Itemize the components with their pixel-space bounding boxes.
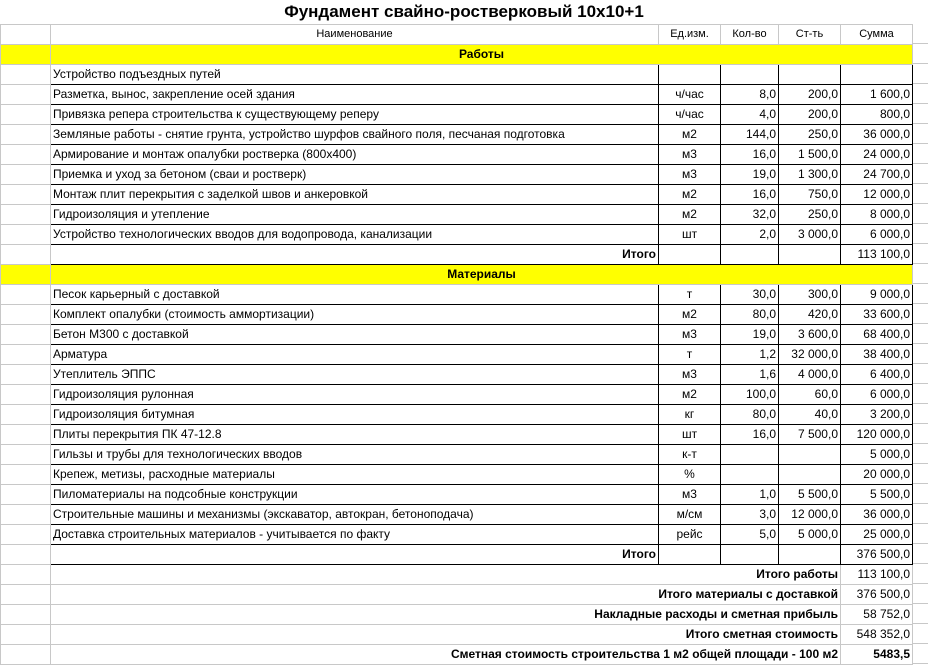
- item-sum: 6 000,0: [841, 385, 913, 405]
- row-header-cell: [1, 405, 51, 425]
- item-name: Гидроизоляция и утепление: [51, 205, 659, 225]
- item-price: 3 000,0: [779, 225, 841, 245]
- header-unit: Ед.изм.: [659, 25, 721, 45]
- empty-cell: [779, 245, 841, 265]
- empty-cell: [721, 245, 779, 265]
- item-sum: 12 000,0: [841, 185, 913, 205]
- item-unit: м/см: [659, 505, 721, 525]
- header-qty: Кол-во: [721, 25, 779, 45]
- item-sum: 9 000,0: [841, 285, 913, 305]
- item-sum: 68 400,0: [841, 325, 913, 345]
- item-unit: рейс: [659, 525, 721, 545]
- row-header-cell: [1, 645, 51, 665]
- row-header-cell: [1, 225, 51, 245]
- header-row: [1, 25, 913, 45]
- item-unit: т: [659, 345, 721, 365]
- item-price: [779, 65, 841, 85]
- row-header-cell: [1, 425, 51, 445]
- item-sum: 8 000,0: [841, 205, 913, 225]
- item-qty: 80,0: [721, 405, 779, 425]
- summary-value: 5483,5: [841, 645, 913, 665]
- row-header-cell: [1, 605, 51, 625]
- table-row: [1, 365, 913, 385]
- header-price: Ст-ть: [779, 25, 841, 45]
- item-qty: 4,0: [721, 105, 779, 125]
- row-header-cell: [1, 85, 51, 105]
- row-header-cell: [1, 345, 51, 365]
- summary-row: [1, 605, 913, 625]
- item-price: 4 000,0: [779, 365, 841, 385]
- item-price: 200,0: [779, 105, 841, 125]
- item-name: Гильзы и трубы для технологических вводов: [51, 445, 659, 465]
- item-price: 12 000,0: [779, 505, 841, 525]
- header-name: Наименование: [51, 25, 659, 45]
- table-row: [1, 305, 913, 325]
- item-name: Бетон М300 с доставкой: [51, 325, 659, 345]
- item-name: Монтаж плит перекрытия с заделкой швов и анкеровкой: [51, 185, 659, 205]
- row-header-cell: [1, 145, 51, 165]
- item-price: 5 500,0: [779, 485, 841, 505]
- row-header-cell: [1, 585, 51, 605]
- item-price: 420,0: [779, 305, 841, 325]
- row-header-cell: [1, 185, 51, 205]
- table-row: [1, 485, 913, 505]
- item-unit: м3: [659, 485, 721, 505]
- row-header-cell: [1, 385, 51, 405]
- item-qty: 80,0: [721, 305, 779, 325]
- row-header-cell: [1, 545, 51, 565]
- item-price: 300,0: [779, 285, 841, 305]
- item-name: Армирование и монтаж опалубки ростверка (800х400): [51, 145, 659, 165]
- estimate-table: [0, 24, 913, 665]
- table-row: [1, 385, 913, 405]
- summary-value: 376 500,0: [841, 585, 913, 605]
- item-name: Крепеж, метизы, расходные материалы: [51, 465, 659, 485]
- summary-row: [1, 645, 913, 665]
- item-sum: 3 200,0: [841, 405, 913, 425]
- item-sum: 25 000,0: [841, 525, 913, 545]
- table-row: [1, 145, 913, 165]
- item-name: Гидроизоляция рулонная: [51, 385, 659, 405]
- item-qty: 144,0: [721, 125, 779, 145]
- row-header-cell: [1, 625, 51, 645]
- item-qty: [721, 65, 779, 85]
- item-qty: 1,2: [721, 345, 779, 365]
- item-unit: шт: [659, 425, 721, 445]
- table-row: [1, 185, 913, 205]
- row-header-cell: [1, 265, 51, 285]
- table-row: [1, 65, 913, 85]
- summary-value: 548 352,0: [841, 625, 913, 645]
- empty-cell: [721, 545, 779, 565]
- item-name: Устройство подъездных путей: [51, 65, 659, 85]
- summary-row: [1, 585, 913, 605]
- item-name: Привязка репера строительства к существующему реперу: [51, 105, 659, 125]
- summary-label: Итого материалы с доставкой: [51, 585, 841, 605]
- item-price: 40,0: [779, 405, 841, 425]
- item-unit: м2: [659, 205, 721, 225]
- row-header-cell: [1, 105, 51, 125]
- item-price: 250,0: [779, 205, 841, 225]
- item-unit: м2: [659, 305, 721, 325]
- summary-label: Сметная стоимость строительства 1 м2 общей площади - 100 м2: [51, 645, 841, 665]
- item-name: Строительные машины и механизмы (экскаватор, автокран, бетоноподача): [51, 505, 659, 525]
- item-price: 3 600,0: [779, 325, 841, 345]
- row-header-cell: [1, 445, 51, 465]
- materials-section-label: Материалы: [51, 265, 913, 285]
- materials-total-label: Итого: [51, 545, 659, 565]
- row-header-cell: [1, 325, 51, 345]
- item-name: Земляные работы - снятие грунта, устройство шурфов свайного поля, песчаная подготовка: [51, 125, 659, 145]
- table-row: [1, 525, 913, 545]
- item-price: 1 500,0: [779, 145, 841, 165]
- works-total-row: [1, 245, 913, 265]
- item-sum: 24 700,0: [841, 165, 913, 185]
- row-header-cell: [1, 305, 51, 325]
- summary-label: Итого сметная стоимость: [51, 625, 841, 645]
- item-unit: м3: [659, 145, 721, 165]
- row-header-cell: [1, 465, 51, 485]
- item-price: 60,0: [779, 385, 841, 405]
- sheet-title: Фундамент свайно-ростверковый 10х10+1: [284, 2, 644, 21]
- item-unit: к-т: [659, 445, 721, 465]
- works-section-header: [1, 45, 913, 65]
- item-price: 1 300,0: [779, 165, 841, 185]
- item-sum: 24 000,0: [841, 145, 913, 165]
- item-name: Арматура: [51, 345, 659, 365]
- item-qty: 3,0: [721, 505, 779, 525]
- table-row: [1, 425, 913, 445]
- row-header-cell: [1, 205, 51, 225]
- item-sum: 1 600,0: [841, 85, 913, 105]
- item-unit: м2: [659, 185, 721, 205]
- row-header-cell: [1, 365, 51, 385]
- row-header-cell: [1, 45, 51, 65]
- row-header-cell: [1, 285, 51, 305]
- item-sum: 800,0: [841, 105, 913, 125]
- item-name: Гидроизоляция битумная: [51, 405, 659, 425]
- item-price: 750,0: [779, 185, 841, 205]
- summary-label: Итого работы: [51, 565, 841, 585]
- item-qty: 100,0: [721, 385, 779, 405]
- item-qty: 2,0: [721, 225, 779, 245]
- table-row: [1, 125, 913, 145]
- table-row: [1, 285, 913, 305]
- item-qty: [721, 465, 779, 485]
- row-header-cell: [1, 505, 51, 525]
- item-sum: 38 400,0: [841, 345, 913, 365]
- item-sum: 20 000,0: [841, 465, 913, 485]
- item-price: 250,0: [779, 125, 841, 145]
- summary-value: 113 100,0: [841, 565, 913, 585]
- item-unit: м3: [659, 365, 721, 385]
- item-name: Приемка и уход за бетоном (сваи и ростверк): [51, 165, 659, 185]
- table-row: [1, 465, 913, 485]
- materials-total-row: [1, 545, 913, 565]
- table-row: [1, 445, 913, 465]
- row-header-cell: [1, 125, 51, 145]
- summary-value: 58 752,0: [841, 605, 913, 625]
- item-qty: 8,0: [721, 85, 779, 105]
- item-qty: 16,0: [721, 185, 779, 205]
- row-header-cell: [1, 25, 51, 45]
- item-name: Доставка строительных материалов - учитывается по факту: [51, 525, 659, 545]
- works-total-value: 113 100,0: [841, 245, 913, 265]
- item-name: Устройство технологических вводов для водопровода, канализации: [51, 225, 659, 245]
- table-row: [1, 225, 913, 245]
- item-qty: 5,0: [721, 525, 779, 545]
- item-sum: 5 500,0: [841, 485, 913, 505]
- item-price: 7 500,0: [779, 425, 841, 445]
- item-unit: шт: [659, 225, 721, 245]
- item-price: 32 000,0: [779, 345, 841, 365]
- item-unit: [659, 65, 721, 85]
- summary-row: [1, 625, 913, 645]
- works-total-label: Итого: [51, 245, 659, 265]
- item-name: Плиты перекрытия ПК 47-12.8: [51, 425, 659, 445]
- item-unit: кг: [659, 405, 721, 425]
- row-header-cell: [1, 485, 51, 505]
- item-unit: %: [659, 465, 721, 485]
- item-unit: м2: [659, 125, 721, 145]
- row-header-cell: [1, 245, 51, 265]
- summary-row: [1, 565, 913, 585]
- row-header-cell: [1, 565, 51, 585]
- item-sum: 6 000,0: [841, 225, 913, 245]
- item-unit: м3: [659, 325, 721, 345]
- item-qty: 19,0: [721, 325, 779, 345]
- item-name: Комплект опалубки (стоимость аммортизации): [51, 305, 659, 325]
- item-unit: м2: [659, 385, 721, 405]
- row-header-cell: [1, 65, 51, 85]
- item-unit: ч/час: [659, 105, 721, 125]
- materials-section-header: [1, 265, 913, 285]
- item-qty: 30,0: [721, 285, 779, 305]
- row-header-cell: [1, 165, 51, 185]
- item-sum: 36 000,0: [841, 505, 913, 525]
- item-sum: 120 000,0: [841, 425, 913, 445]
- item-qty: 32,0: [721, 205, 779, 225]
- item-sum: 6 400,0: [841, 365, 913, 385]
- spreadsheet-grid-overflow: [912, 24, 928, 664]
- empty-cell: [659, 545, 721, 565]
- table-row: [1, 105, 913, 125]
- empty-cell: [659, 245, 721, 265]
- header-sum: Сумма: [841, 25, 913, 45]
- item-name: Разметка, вынос, закрепление осей здания: [51, 85, 659, 105]
- row-header-cell: [1, 525, 51, 545]
- table-row: [1, 85, 913, 105]
- item-sum: 36 000,0: [841, 125, 913, 145]
- item-name: Песок карьерный с доставкой: [51, 285, 659, 305]
- table-row: [1, 345, 913, 365]
- item-price: [779, 445, 841, 465]
- item-qty: 16,0: [721, 145, 779, 165]
- item-unit: м3: [659, 165, 721, 185]
- item-price: [779, 465, 841, 485]
- table-row: [1, 405, 913, 425]
- item-unit: ч/час: [659, 85, 721, 105]
- item-name: Пиломатериалы на подсобные конструкции: [51, 485, 659, 505]
- item-price: 5 000,0: [779, 525, 841, 545]
- item-name: Утеплитель ЭППС: [51, 365, 659, 385]
- item-sum: 33 600,0: [841, 305, 913, 325]
- works-section-label: Работы: [51, 45, 913, 65]
- table-row: [1, 165, 913, 185]
- item-unit: т: [659, 285, 721, 305]
- item-sum: 5 000,0: [841, 445, 913, 465]
- item-qty: [721, 445, 779, 465]
- item-price: 200,0: [779, 85, 841, 105]
- item-qty: 19,0: [721, 165, 779, 185]
- table-row: [1, 205, 913, 225]
- materials-total-value: 376 500,0: [841, 545, 913, 565]
- empty-cell: [779, 545, 841, 565]
- table-row: [1, 505, 913, 525]
- item-qty: 16,0: [721, 425, 779, 445]
- item-sum: [841, 65, 913, 85]
- item-qty: 1,6: [721, 365, 779, 385]
- summary-label: Накладные расходы и сметная прибыль: [51, 605, 841, 625]
- table-row: [1, 325, 913, 345]
- item-qty: 1,0: [721, 485, 779, 505]
